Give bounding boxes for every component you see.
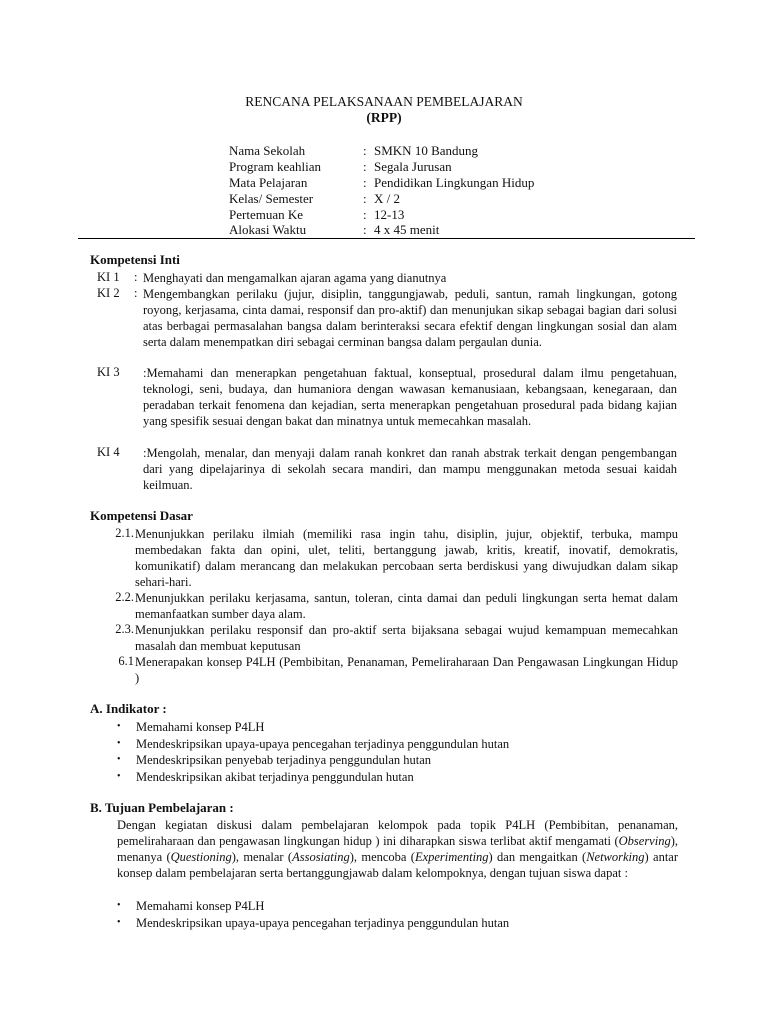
document-subtitle: (RPP) bbox=[366, 110, 402, 125]
identity-value: SMKN 10 Bandung bbox=[374, 143, 479, 158]
ki-number: KI 3 bbox=[97, 365, 120, 379]
identity-colon: : bbox=[363, 207, 367, 222]
kd-text: Menunjukkan perilaku responsif dan pro-aktif serta bijaksana sebagai wujud kemampuan memecahkan masalah dan membuat keputusan bbox=[135, 623, 678, 653]
identity-colon: : bbox=[363, 143, 367, 158]
horizontal-rule bbox=[78, 238, 695, 239]
ki-text: Menghayati dan mengamalkan ajaran agama yang dianutnya bbox=[143, 271, 447, 285]
ki-text: :Mengolah, menalar, dan menyaji dalam ranah konkret dan ranah abstrak terkait dengan pengembangan dari yang dipelajarinya di sekolah secara mandiri, dan mampu menggunakan metoda sesuai kaidah keilmuan. bbox=[143, 446, 677, 492]
tujuan-text: ) dan mengaitkan ( bbox=[488, 850, 587, 864]
ki-number: KI 2 bbox=[97, 286, 120, 300]
ki-number: KI 4 bbox=[97, 445, 120, 459]
tujuan-term: Networking bbox=[586, 850, 645, 864]
identity-label: Mata Pelajaran bbox=[229, 175, 308, 190]
identity-label: Pertemuan Ke bbox=[229, 207, 304, 222]
kd-text: Menerapakan konsep P4LH (Pembibitan, Penanaman, Pemeliraharaan Dan Pengawasan Lingkungan Hidup ) bbox=[135, 655, 678, 685]
tujuan-term: Experimenting bbox=[414, 850, 489, 864]
identity-label: Kelas/ Semester bbox=[229, 191, 314, 206]
identity-label: Nama Sekolah bbox=[229, 143, 306, 158]
identity-value: Segala Jurusan bbox=[374, 159, 452, 174]
identity-label: Alokasi Waktu bbox=[229, 222, 307, 237]
kd-number: 2.1. bbox=[115, 526, 134, 540]
kd-number: 2.3. bbox=[115, 622, 134, 636]
ki-colon: : bbox=[134, 270, 138, 284]
indikator-text: Mendeskripsikan upaya-upaya pencegahan terjadinya penggundulan hutan bbox=[136, 737, 510, 751]
identity-label: Program keahlian bbox=[229, 159, 322, 174]
bullet-icon: • bbox=[117, 900, 121, 911]
tujuan-term: Observing bbox=[618, 834, 671, 848]
identity-colon: : bbox=[363, 159, 367, 174]
tujuan-text: Dengan kegiatan diskusi dalam pembelajaran kelompok pada topik P4LH (Pembibitan, penanaman, pemeliraharaan dan pengawasan lingkungan hidup ) ini diharapkan siswa terlibat aktif mengamati ( bbox=[117, 818, 678, 848]
identity-value: X / 2 bbox=[374, 191, 400, 206]
tujuan-item-text: Memahami konsep P4LH bbox=[136, 899, 265, 913]
bullet-icon: • bbox=[117, 754, 121, 765]
indikator-text: Mendeskripsikan penyebab terjadinya penggundulan hutan bbox=[136, 753, 432, 767]
bullet-icon: • bbox=[117, 917, 121, 928]
bullet-icon: • bbox=[117, 721, 121, 732]
tujuan-text: ), menanya ( bbox=[117, 834, 678, 864]
tujuan-term: Assosiating bbox=[292, 850, 350, 864]
kompetensi-dasar-heading: Kompetensi Dasar bbox=[90, 508, 193, 523]
kompetensi-inti-heading: Kompetensi Inti bbox=[90, 252, 180, 267]
identity-colon: : bbox=[363, 222, 367, 237]
ki-number: KI 1 bbox=[97, 270, 120, 284]
tujuan-item-text: Mendeskripsikan upaya-upaya pencegahan terjadinya penggundulan hutan bbox=[136, 916, 510, 930]
kd-number: 6.1 bbox=[118, 654, 134, 668]
tujuan-heading: B. Tujuan Pembelajaran : bbox=[90, 800, 234, 815]
identity-value: Pendidikan Lingkungan Hidup bbox=[374, 175, 535, 190]
kd-number: 2.2. bbox=[115, 590, 134, 604]
tujuan-term: Questioning bbox=[170, 850, 232, 864]
indikator-text: Mendeskripsikan akibat terjadinya penggundulan hutan bbox=[136, 770, 414, 784]
tujuan-text: ), menalar ( bbox=[231, 850, 293, 864]
tujuan-text: ), mencoba ( bbox=[349, 850, 415, 864]
ki-colon: : bbox=[134, 286, 138, 300]
tujuan-paragraph bbox=[117, 817, 678, 881]
indikator-heading: A. Indikator : bbox=[90, 701, 167, 716]
ki-text: Mengembangkan perilaku (jujur, disiplin, tanggungjawab, peduli, santun, ramah lingkungan, gotong royong, kerjasama, cinta damai, responsif dan pro-aktif) dan menunjukan sikap sebagai bagian dari solusi atas berbagai permasalahan bangsa dalam berinteraksi secara efektif dengan lingkungan sosial dan alam serta dalam menempatkan diri sebagai cerminan bangsa dalam pergaulan dunia. bbox=[143, 287, 677, 349]
identity-colon: : bbox=[363, 191, 367, 206]
identity-colon: : bbox=[363, 175, 367, 190]
document-title: RENCANA PELAKSANAAN PEMBELAJARAN bbox=[245, 94, 523, 109]
bullet-icon: • bbox=[117, 771, 121, 782]
identity-value: 4 x 45 menit bbox=[374, 222, 440, 237]
kd-text: Menunjukkan perilaku kerjasama, santun, toleran, cinta damai dan peduli lingkungan serta hemat dalam memanfaatkan sumber daya alam. bbox=[135, 591, 678, 621]
identity-value: 12-13 bbox=[374, 207, 405, 222]
bullet-icon: • bbox=[117, 738, 121, 749]
kd-text: Menunjukkan perilaku ilmiah (memiliki rasa ingin tahu, disiplin, jujur, objektif, terbuka, mampu membedakan fakta dan opini, ulet, teliti, bertanggung jawab, kritis, kreatif, inovatif, demokratis, komunikatif) dalam merancang dan melakukan percobaan serta berdiskusi yang diwujudkan dalam sikap sehari-hari. bbox=[135, 527, 678, 589]
ki-text: :Memahami dan menerapkan pengetahuan faktual, konseptual, prosedural dalam ilmu pengetahuan, teknologi, seni, budaya, dan humaniora dengan wawasan kemanusiaan, kebangsaan, kenegaraan, dan peradaban terkait fenomena dan kejadian, serta menerapkan pengetahuan prosedural pada bidang kajian yang spesifik sesuai dengan bakat dan minatnya untuk memecahkan masalah. bbox=[143, 366, 677, 428]
tujuan-text: ) antar konsep dalam pembelajaran serta bertanggungjawab dalam kelompoknya, dengan tujuan siswa dapat : bbox=[117, 850, 679, 880]
indikator-text: Memahami konsep P4LH bbox=[136, 720, 265, 734]
